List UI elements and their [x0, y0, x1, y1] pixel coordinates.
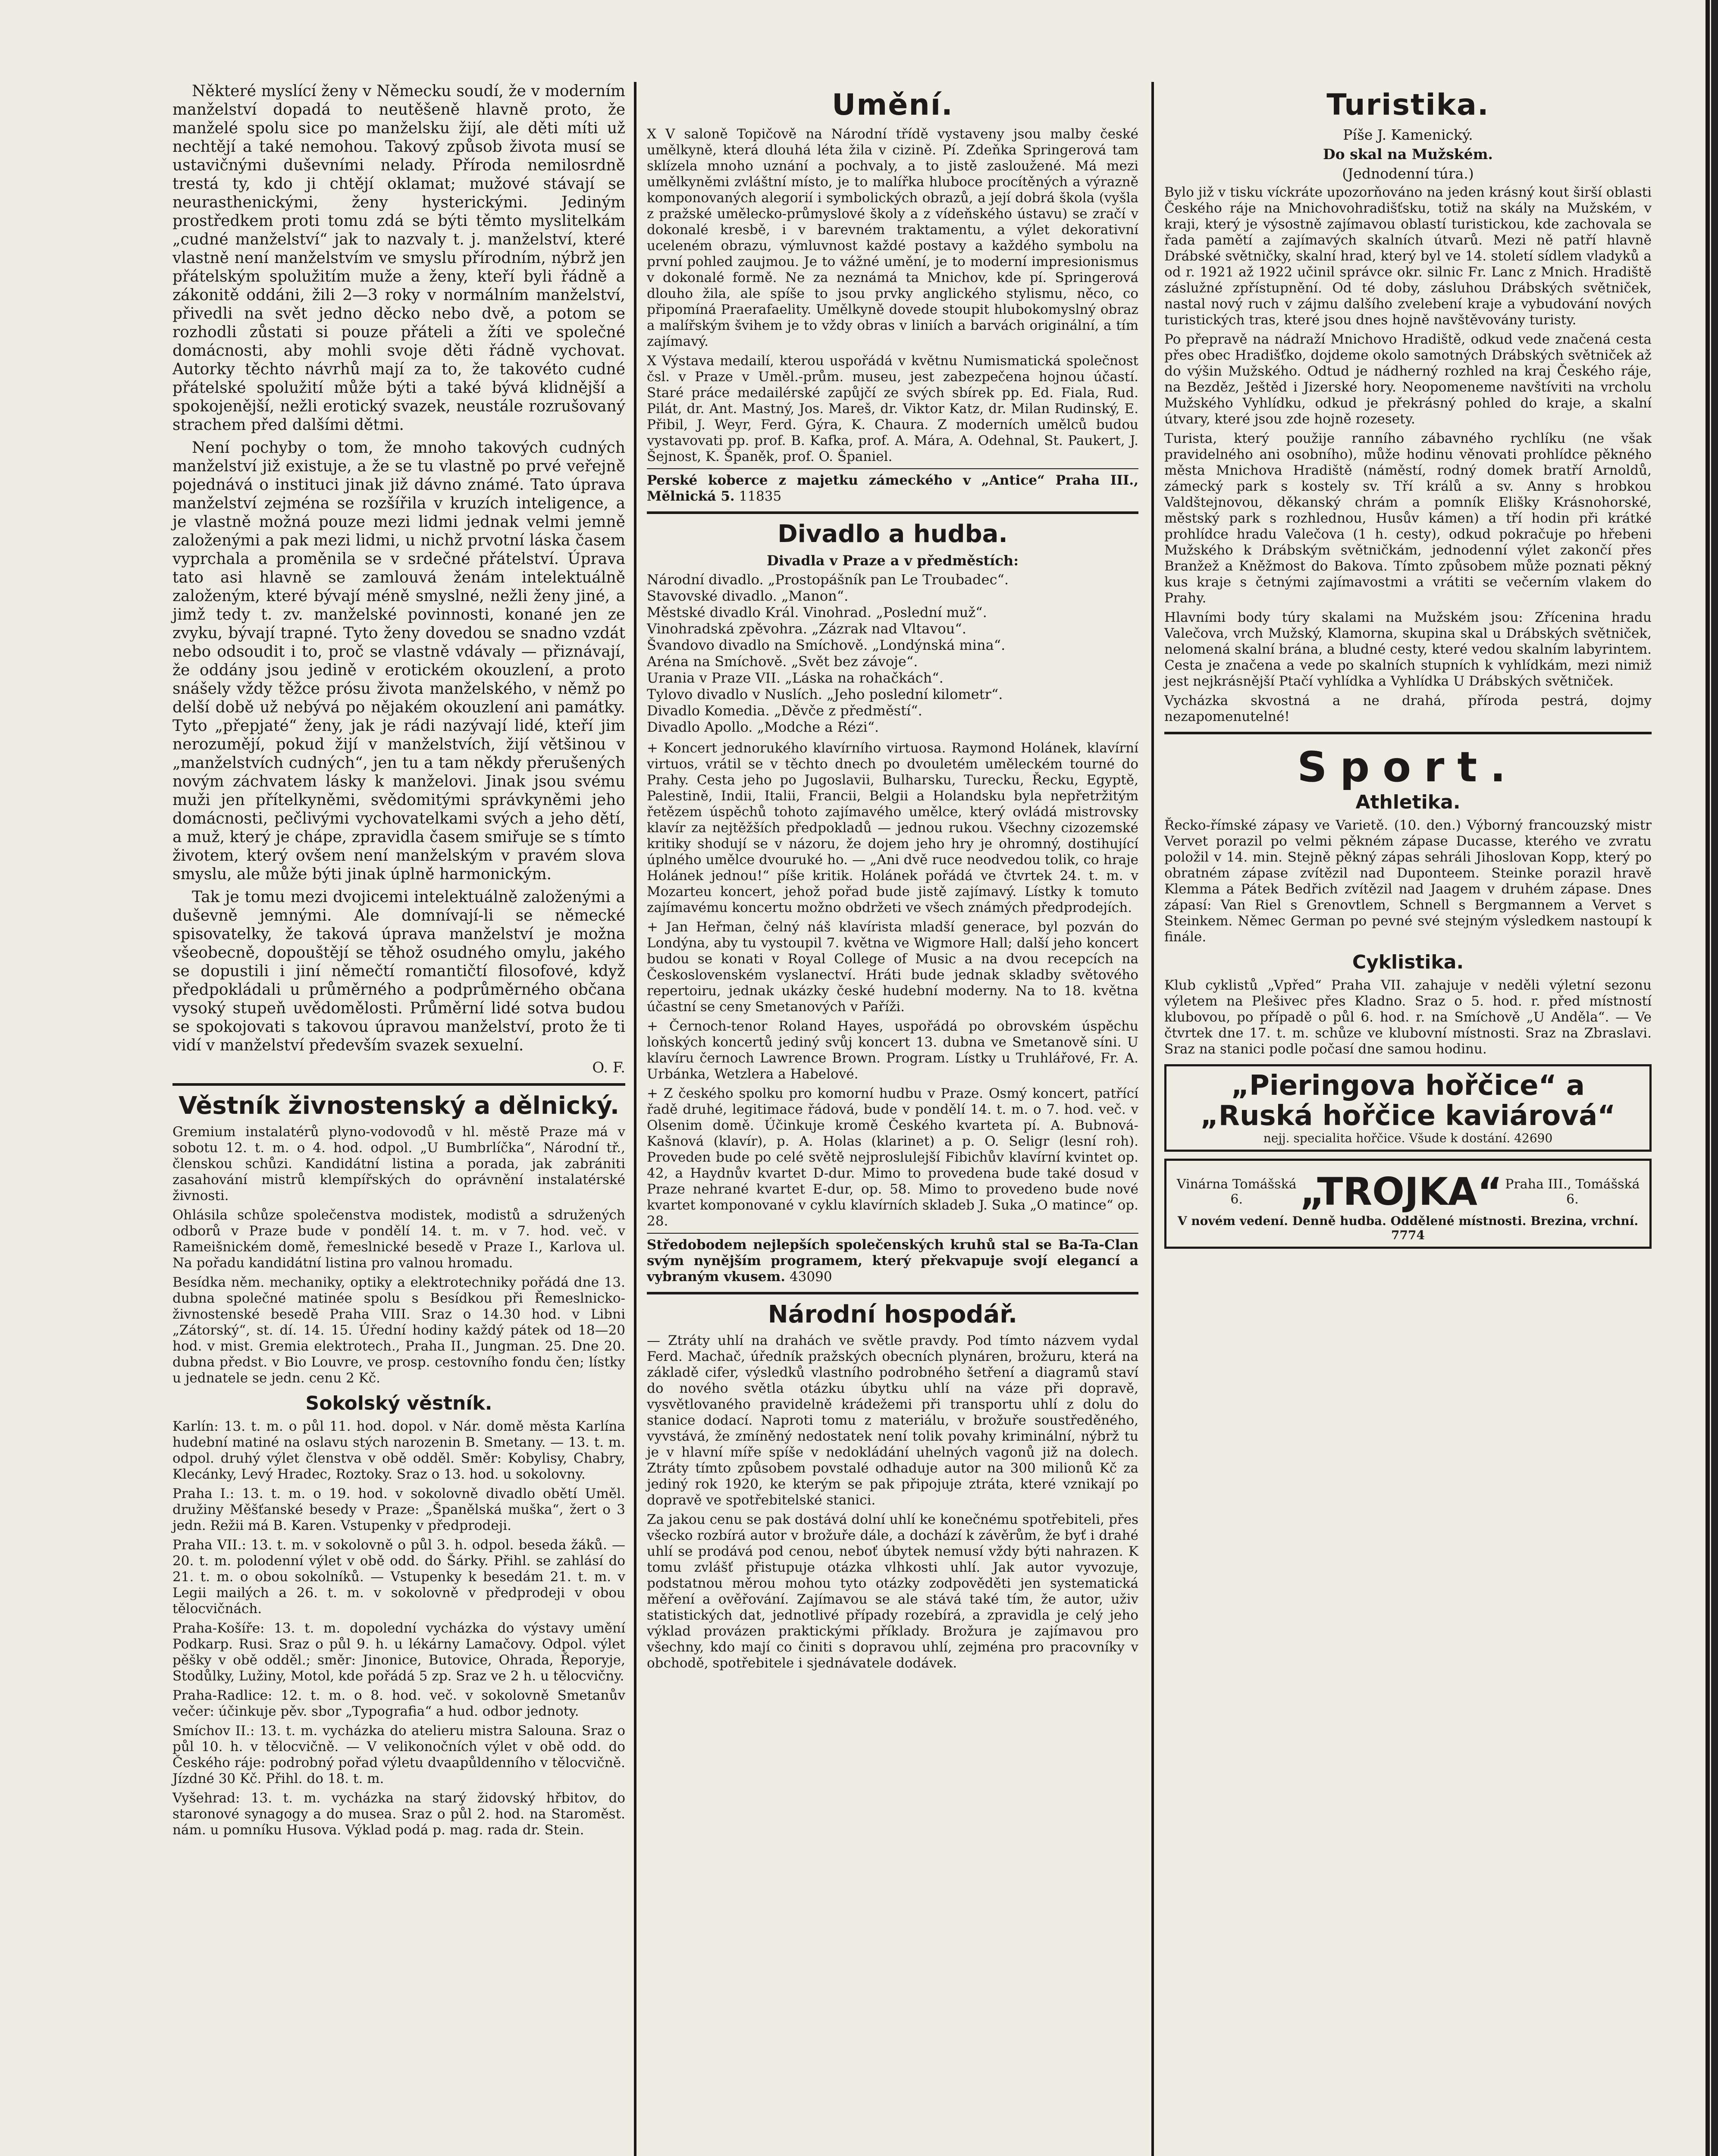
ad-left: Vinárna Tomášská 6. [1176, 1176, 1297, 1207]
article-paragraph: Některé myslící ženy v Německu soudí, že v moderním manželství dopadá to neutěšeně hlavně proto, že manželé spolu sice po manželsku žijí, ale děti míti už nechtějí a také nemohou. Takový způsob života musí se ustavičnými duševními nelady. Příroda nemilosrdně trestá ty, kdo ji chtějí oklamat; mužové stávají se neurasthenickými, ženy hysterickými. Jediným prostředkem proti tomu zdá se býti těmto myslitelkám „cudné manželství“ jak to nazvaly t. j. manželství, které vlastně není manželstvím ve smyslu přírodním, nýbrž jen přátelským spolužitím muže a ženy, kteří byli řádně a zákonitě oddáni, žili 2—3 roky v normálním manželství, přivedli na svět jedno děcko nebo dvě, a potom se rozhodli zůstati si pouze přáteli a žíti ve společné domácnosti, aby mohli svoje děti řádně vychovat. Autorky těchto návrhů mají za to, že takovéto cudné přátelské spolužití může býti a také bývá klidnější a spokojenější, nežli erotický svazek, neustále rozrušovaný strachem před dalšími dětmi. [172, 82, 625, 434]
notice-paragraph: Gremium instalatérů plyno-vodovodů v hl. městě Praze má v sobotu 12. t. m. o 4. hod. odpol. „U Bumbrlíčka“, Národní tř., členskou schůzi. Kandidátní listina a porada, jak zabrániti zasahování mistrů klempířských do oprávnění instalatérské živnosti. [172, 1124, 625, 1203]
section-heading-umeni: Umění. [832, 88, 953, 122]
ad-tagline [1173, 1131, 1643, 1145]
notice-paragraph: Po přepravě na nádraží Mnichovo Hradiště, odkud vede značená cesta přes obec Hradišťko, dojdeme okolo samotných Drábských světniček až do výšin Mužského. Odtud je nádherný rozhled na kraj Českého ráje, na Bezděz, Ještěd i Jizerské hory. Neopomeneme navštíviti na vrcholu Mužského Vyhlídku, odkud je překrásný pohled do kraje, a skalní útvary, které jsou zde hojně rozesety. [1164, 332, 1652, 427]
notice-paragraph: Vycházka skvostná a ne drahá, příroda pestrá, dojmy nezapomenutelné! [1164, 693, 1652, 724]
program-item: Divadlo Apollo. „Modche a Rézi“. [647, 719, 879, 735]
notice-paragraph: Praha-Radlice: 12. t. m. o 8. hod. več. v sokolovně Smetanův večer: účinkuje pěv. sbor „Typografia“ a hud. odbor jednoty. [172, 1688, 625, 1719]
notice-paragraph: X V saloně Topičově na Národní třídě vystaveny jsou malby české umělkyně, která dlouhá léta žila v cizině. Pí. Zdeňka Springerová tam sklízela mnoho uznání a pochvaly, a to jistě zasloužené. Má mezi umělkyněmi zvláštní místo, je to malířka hluboce procítěných a výrazně komponovaných alegorií i symbolických obrazů, a její dobrá škola (vyšla z pražské umělecko-průmyslové školy a z vídeňského ústavu) se zračí v dokonalé kresbě, i v barevném traktamentu, a výlet dekorativní uceleném obrazu, výmluvnost každé postavy a každého symbolu na první pohled zaujmou. Je to vážné umění, je to moderní impresionismus v dokonalé formě. Ne za neznámá ta Mnichov, kde pí. Springerová dlouho žila, ale spíše to jsou prvky anglického stylismu, něco, co připomíná Praerafaelity. Umělkyně dovede stoupit hlubokomyslný obraz a malířským švihem je to vždy obras v liniích a barvách originální, a tím zajímavý. [647, 126, 1138, 349]
notice-paragraph: + Černoch-tenor Roland Hayes, uspořádá po obrovském úspěchu loňských koncertů jediný svůj koncert 13. dubna ve Smetanově síni. U klavíru černoch Lawrence Brown. Program. Lístky u Truhlářové, Fr. A. Urbánka, Wetzlera a Habelové. [647, 1018, 1138, 1082]
column-left [172, 82, 625, 1842]
notice-paragraph: Bylo již v tisku víckráte upozorňováno na jeden krásný kout širší oblasti Českého ráje na Mnichovohradišťsku, totiž na skály na Mužském, v kraji, který je výsostně zajímavou oblastí turistickou, kde zachovala se řada pamětí a zajímavých skalních útvarů. Mezi ně patří hlavně Drábské světničky, skalní hrad, který byl ve 14. století sídlem vladyků a od r. 1921 až 1922 učinil správce okr. silnic Fr. Lanc z Mnich. Hradiště záslužné zpřístupnění. Od té doby, zásluhou Drábských světniček, nastal nový ruch v zájmu dalšího zvelebení kraje a vybudování nových turistických tras, které jsou dnes hojně navštěvovány turisty. [1164, 185, 1652, 328]
ad-number: 43090 [789, 1269, 832, 1285]
ad-text: Středobodem nejlepších společenských kruhů stal se Ba-Ta-Clan svým nynějším programem, který překvapuje svojí elegancí a vybraným vkusem. [647, 1237, 1138, 1285]
ad-tagline [1173, 1214, 1643, 1242]
notice-paragraph: Klub cyklistů „Vpřed“ Praha VII. zahajuje v neděli výletní sezonu výletem na Plešivec přes Kladno. Sraz o 5. hod. r. před místností klubovou, po případě o půl 6. hod. r. na Smíchově „U Anděla“. — Ve čtvrtek dne 17. t. m. schůze ve klubovní místnosti. Sraz na Zbraslavi. Sraz na stanici podle počasí dne samou hodinu. [1164, 978, 1652, 1057]
column-rule [634, 82, 636, 2156]
notice-paragraph: + Z českého spolku pro komorní hudbu v Praze. Osmý koncert, patřící řadě druhé, legitimace řádová, bude v pondělí 14. t. m. o 7. hod. več. v Olsenim domě. Účinkuje kromě Českého kvarteta pí. A. Bubnová-Kašnová (klavír), p. A. Holas (klarinet) a p. O. Seligr (lesní roh). Proveden bude po celé světě nejproslulejší Fibichův klavírní kvintet op. 42, a Haydnův kvartet D-dur. Mimo to provedena bude také dosud v Praze nehrané kvartet E-dur, op. 58. Mimo to provedeno bude nové kvartet komponované v cyklu klavírních skladeb J. Suka „O matince“ op. 28. [647, 1086, 1138, 1229]
program-subheading: Divadla v Praze a v předměstích: [766, 552, 1019, 569]
ad-trojka-row [1173, 1169, 1643, 1214]
notice-paragraph: Za jakou cenu se pak dostává dolní uhlí ke konečnému spotřebiteli, přes všecko rozbírá autor v brožuře dále, a dochází k závěrům, že byť i drahé uhlí se prodává pod cenou, neboť úbytek nemusí vždy býti nahrazen. K tomu zvlášť přistupuje otázka vlhkosti uhlí. Jak autor vyvozuje, podstatnou měrou mohou tyto otázky zodpověděti jen systematická měření a ověřování. Zajímavou se ale stává také tím, že autor, uživ statistických dat, jednotlivé případy rozebírá, a zpravidla je celý jeho výklad provázen praktickými příklady. Brožura je zajímavou pro všechny, kdo mají co činiti s dopravou uhlí, zejména pro pracovníky v obchodě, spotřebitele i sjednávatele dodávek. [647, 1512, 1138, 1671]
notice-paragraph: Besídka něm. mechaniky, optiky a elektrotechniky pořádá dne 13. dubna společné matinée spolu s Besídkou při Řemeslnicko-živnostenské besedě Praha VIII. Sraz o 14.30 hod. v Libni „Zátorský“, st. dí. 14. 15. Úřední hodiny každý pátek od 18—20 hod. v mist. Gremia elektrotech., Praha II., Jungman. 25. Dne 20. dubna předst. v Bio Louvre, ve prosp. cestovního fondu čen; lístky u jednatele se jedn. cenu 2 Kč. [172, 1275, 625, 1386]
program-item: Vinohradská zpěvohra. „Zázrak nad Vltavou“. [647, 620, 966, 637]
notice-paragraph: — Ztráty uhlí na drahách ve světle pravdy. Pod tímto názvem vydal Ferd. Machač, úředník pražských obecních plynáren, brožuru, která na základě cifer, výsledků vlastního podrobného šetření a diagramů staví do nového světla otázku úbytku uhlí na váze při dopravě, vysvětlovaného pravidelně krádežemi při transportu uhlí z dolu do stanice dodací. Naproti tomu z materiálu, v brožuře soustředěného, vyvstává, že zmíněný nedostatek není tolik povahy kriminální, nýbrž tu je v hlavní míře spíše v nedokládání uhelných vagonů již na dolech. Ztráty tímto způsobem povstalé odhaduje autor na 300 milionů Kč za jediný rok 1920, ke kterým se pak připojuje ztráta, které vznikají po dopravě ve spotřebitelské stanici. [647, 1333, 1138, 1508]
article-note: (Jednodenní túra.) [1342, 165, 1474, 182]
program-item: Národní divadlo. „Prostopášník pan Le Troubadec“. [647, 571, 1009, 588]
ad-right: Praha III., Tomášská 6. [1505, 1176, 1640, 1207]
ad-text: V novém vedení. Denně hudba. Oddělené místnosti. Brezina, vrchní. [1177, 1214, 1639, 1228]
program-item: Divadlo Komedia. „Děvče z předměstí“. [647, 702, 922, 719]
article-paragraph: Není pochyby o tom, že mnoho takových cudných manželství již existuje, a že se tu vlastně po prvé veřejně pojednává o instituci jinak již dávno známé. Tato úprava manželství zejména se rozšířila v kruzích inteligence, a je vlastně možná pouze mezi lidmi jednak velmi jemně založenými a pak mezi lidmi, u nichž prvotní láska časem vyprchala a proměnila se v srdečné přátelství. Úprava tato asi hlavně se zamlouvá ženám intelektuálně založeným, které bývají méně smyslné, nežli ženy jiné, a jimž tedy t. zv. manželské povinnosti, konané jen ze zvyku, bývají trapné. Tyto ženy dovedou se snadno vzdát nebo odsoudit i to, proč se vlastně vdávaly — přiznávají, že oddány jsou jedině v erotickém okouzlení, a proto snášely vždy těžce prósu života manželského, v němž po delší době už nebývá po nějakém okouzlení ani památky. Tyto „přepjaté“ ženy, jak je rádi nazývají lidé, kteří jim nerozumějí, pokud žijí v manželstvích, žijí většinou v „manželstvích cudných“, jen tu a tam někdy přerušených novým záchvatem lásky k manželovi. Jinak jsou svému muži jen přítelkyněmi, svědomitými správkyněmi jeho domácnosti, pečlivými vychovatelkami svých a jeho dětí, a muž, který je chápe, zpravidla časem smiřuje se s tímto životem, který ovšem není manželským v pravém slova smyslu, ale může býti jinak úplně harmonickým. [172, 439, 625, 883]
program-item: Urania v Praze VII. „Láska na rohačkách“. [647, 670, 944, 686]
subheading-cyklistika: Cyklistika. [1352, 951, 1464, 973]
section-heading-vestnik: Věstník živnostenský a dělnický. [179, 1092, 619, 1120]
notice-paragraph: Praha VII.: 13. t. m. v sokolovně o půl 3. h. odpol. beseda žáků. — 20. t. m. polodenní výlet v obě odd. do Šárky. Přihl. se zahlásí do 21. t. m. o obou sokolníků. — Vstupenky k besedám 21. t. m. v Legii mailých a 26. t. m. v sokolovně v předprodeji v obou tělocvičnách. [172, 1537, 625, 1617]
divider [647, 1233, 1138, 1234]
notice-paragraph: X Výstava medailí, kterou uspořádá v květnu Numismatická společnost čsl. v Praze v Uměl.-prům. museu, jest zabezpečena hojnou účastí. Staré práce medailérské zapůjčí ze svých sbírek pp. Ed. Fiala, Rud. Pilát, dr. Ant. Mastný, Jos. Mareš, dr. Viktor Katz, dr. Milan Rudinský, E. Přibil, J. Weyr, Ferd. Gýra, K. Chaura. Z moderních umělců budou vystavovati pp. prof. B. Kafka, prof. A. Mára, A. Odehnal, St. Paukert, J. Šejnost, K. Španěk, prof. O. Španiel. [647, 353, 1138, 464]
column-right [1164, 82, 1652, 1256]
ad-batalan [647, 1237, 1138, 1285]
ad-koberce [647, 473, 1138, 505]
ad-brand: „TROJKA“ [1300, 1169, 1502, 1214]
program-item: Stavovské divadlo. „Manon“. [647, 588, 849, 604]
program-item: Městské divadlo Král. Vinohrad. „Poslední muž“. [647, 604, 987, 620]
article-title: Do skal na Mužském. [1323, 146, 1493, 163]
article-author: Píše J. Kamenický. [1343, 126, 1473, 143]
notice-paragraph: Řecko-římské zápasy ve Varietě. (10. den.) Výborný francouzský mistr Vervet porazil po velmi pěkném zápase Ducasse, kterého ve zvratu položil v 14. min. Stejně pěkný zápas sehráli Jihoslovan Kopp, který po obratném zápase zvítězil nad Duponteem. Steinke porazil hravě Klemma a Pátek Bedřich zvítězil nad Jaagem v druhém zápase. Dnes zápasí: Van Riel s Grenovtlem, Schnell s Bergmannem a Vervet s Steinkem. Němec German po pevné své stejným výsledkem nastoupí k finále. [1164, 818, 1652, 945]
section-heading-sport: Sport. [1297, 743, 1519, 791]
ad-trojka [1164, 1159, 1652, 1249]
notice-paragraph: + Jan Heřman, čelný náš klavírista mladší generace, byl pozván do Londýna, aby tu vystoupil 7. května ve Wigmore Hall; další jeho koncert budou se konati v Royal College of Music a na dvou recepcích na Československém vyslanectví. Hráti bude jednak skladby světového repertoiru, jednak ukázky české hudební moderny. Na to 18. května účastní se ceny Smetanových v Paříži. [647, 919, 1138, 1015]
ad-text: nejj. specialita hořčice. Všude k dostání. [1263, 1131, 1511, 1145]
ad-headline: „Ruská hořčice kaviárová“ [1200, 1100, 1616, 1132]
column-rule [1151, 82, 1154, 2156]
program-item: Tylovo divadlo v Nuslích. „Jeho poslední kilometr“. [647, 686, 1003, 702]
section-heading-divadlo: Divadlo a hudba. [777, 520, 1008, 548]
section-divider [647, 1292, 1138, 1294]
ad-number: 11835 [739, 489, 782, 504]
section-divider [172, 1083, 625, 1086]
notice-paragraph: Ohlásila schůze společenstva modistek, modistů a sdružených odborů v Praze bude v pondělí 14. t. m. v 7. hod. več. v Rameišnickém domě, řemeslnické besedě v Praze I., Karlova ul. Na pořadu kandidátní listina pro valnou hromadu. [172, 1207, 625, 1271]
article-signature: O. F. [592, 1059, 625, 1076]
ad-number: 42690 [1514, 1131, 1553, 1145]
notice-paragraph: Hlavními body túry skalami na Mužském jsou: Zřícenina hradu Valečova, vrch Mužský, Klamorna, skupina skal u Drábských světniček, nelomená skalní brána, a bludné cesty, které vedou skalním labyrintem. Cesta je značena a vede po skalních stupních k vyhlídkám, mezi nimiž jest nejkrásnější Ptačí vyhlídka a Vyhlídka U Drábských světniček. [1164, 610, 1652, 689]
notice-paragraph: Vyšehrad: 13. t. m. vycházka na starý židovský hřbitov, do staronové synagogy a do musea. Sraz o půl 2. hod. na Staroměst. nám. u pomníku Husova. Výklad podá p. mag. rada dr. Stein. [172, 1790, 625, 1838]
column-middle [647, 82, 1138, 1675]
section-divider [647, 511, 1138, 514]
notice-paragraph: Praha I.: 13. t. m. o 19. hod. v sokolovně divadlo obětí Uměl. družiny Měšťanské besedy v Praze: „Španělská muška“, žert o 3 jedn. Režii má B. Karen. Vstupenky v předprodeji. [172, 1486, 625, 1533]
section-heading-hospodar: Národní hospodář. [768, 1300, 1018, 1329]
program-item: Aréna na Smíchově. „Svět bez závoje“. [647, 653, 918, 670]
section-divider [1164, 732, 1652, 734]
notice-paragraph: Karlín: 13. t. m. o půl 11. hod. dopol. v Nár. domě města Karlína hudební matiné na oslavu stých narozenin B. Smetany. — 13. t. m. odpol. druhý výlet členstva v obě odděl. Směr: Kobylisy, Chabry, Klecánky, Levý Hradec, Roztoky. Sraz o 13. hod. u sokolovny. [172, 1419, 625, 1482]
section-heading-sokol: Sokolský věstník. [305, 1392, 492, 1414]
article-paragraph: Tak je tomu mezi dvojicemi intelektuálně založenými a duševně jemnými. Ale domnívají-li se německé spisovatelky, že taková úprava manželství je možna všeobecně, dopouštějí se těhož osudného omylu, jakého se dopustili i jiní němečtí romantičtí filosofové, když předpokládali u průměrného a podprůměrného občana vysoký stupeň uvědomělosti. Průměrní lidé sotva budou se spokojovati s takovou úpravou manželství, proto že ti vidí v manželství především svazek sexuelní. [172, 888, 625, 1054]
section-heading-turistika: Turistika. [1326, 88, 1489, 122]
ad-number: 7774 [1391, 1228, 1425, 1242]
scan-edge [1711, 0, 1718, 2156]
program-item: Švandovo divadlo na Smíchově. „Londýnská mina“. [647, 637, 1006, 653]
divider [647, 468, 1138, 469]
ad-headline: „Pieringova hořčice“ a [1231, 1070, 1585, 1102]
notice-paragraph: Praha-Košíře: 13. t. m. dopolední vycházka do výstavy umění Podkarp. Rusi. Sraz o půl 9. h. u lékárny Lamačovy. Odpol. výlet pěšky v obě odděl.; směr: Jinonice, Butovice, Ohrada, Řeporyje, Stodůlky, Lužiny, Motol, kde pořádá 5 zp. Sraz ve 2 h. u tělocvičny. [172, 1620, 625, 1684]
subheading-atletika: Athletika. [1355, 791, 1461, 813]
ad-piering [1164, 1064, 1652, 1152]
notice-paragraph: Smíchov II.: 13. t. m. vycházka do atelieru mistra Salouna. Sraz o půl 10. h. v tělocvičně. — V velikonočních výlet v obě odd. do Českého ráje: podrobný pořad výletu dvaapůldenního v tělocvičně. Jízdné 30 Kč. Přihl. do 18. t. m. [172, 1723, 625, 1786]
ad-text: Perské koberce z majetku zámeckého v „Antice“ Praha III., Mělnická 5. [647, 473, 1138, 504]
notice-paragraph: Turista, který použije ranního zábavného rychlíku (ne však pravidelného ani osobního), může hodinu věnovati prohlídce pěkného města Mnichova Hradiště (náměstí, rodný domek bratří Arnoldů, zámecký park s kostely sv. Tří králů a sv. Anny s hrobkou Valdštejnovou, děkanský chrám a pomník Elišky Krásnohorské, městský park s rozhlednou, Husův kámen) a tří hodin při krátké prohlídce hradu Valečova (1 h. cesty), odkud pokračuje po hřebeni Mužského k Drábským světničkám, jednodenní výlet zakončí přes Branžež a Kněžmost do Bakova. Tímto způsobem může poznati pěkný kus kraje s četnými zajímavostmi a vrátiti se večerním vlakem do Prahy. [1164, 431, 1652, 606]
page-edge-rule [1705, 0, 1710, 2156]
notice-paragraph: + Koncert jednorukého klavírního virtuosa. Raymond Holánek, klavírní virtuos, vrátil se v těchto dnech po dvouletém uměleckém tourné do Prahy. Cesta jeho po Jugoslavii, Bulharsku, Turecku, Řecku, Egyptě, Palestině, Indii, Italii, Francii, Belgii a Holandsku byla nepřetržitým řetězem úspěchů tohoto zajímavého umělce, který ovládá mistrovsky klavír za nejtěžších předpokladů — jednou rukou. Všechny cizozemské kritiky shodují se v názoru, že dojem jeho hry je ohromný, dostihující úplného umělce dvouruké ho. — „Ani dvě ruce neodvedou tolik, co hraje Holánek jednou!“ píše kritik. Holánek pořádá ve čtvrtek 24. t. m. v Mozarteu koncert, jehož pořad bude jistě zajímavý. Lístky k tomuto zajímavému koncertu možno obdržeti ve všech známých předprodejích. [647, 740, 1138, 915]
